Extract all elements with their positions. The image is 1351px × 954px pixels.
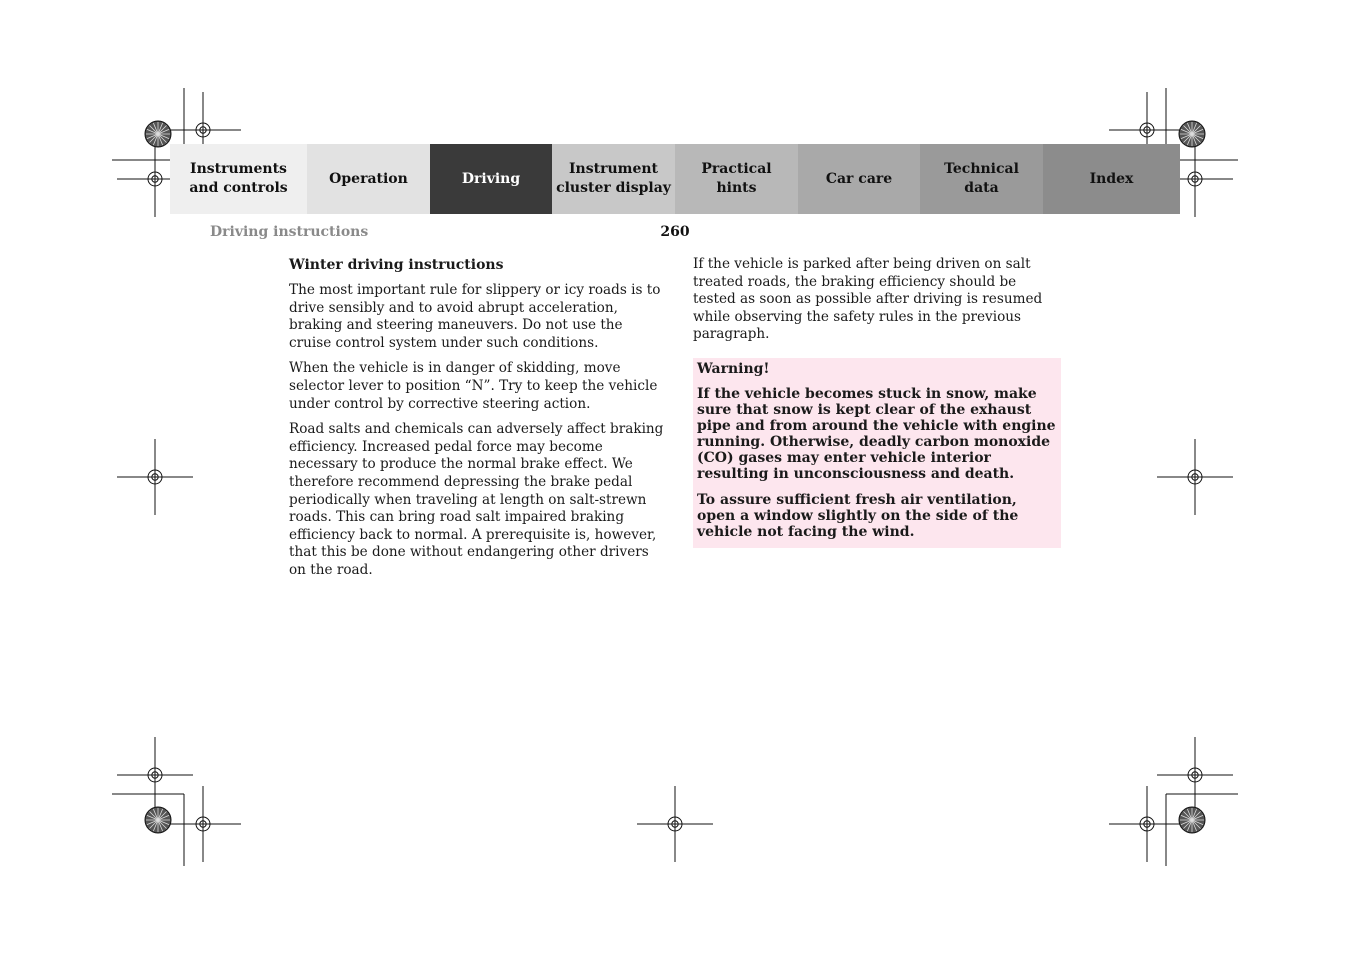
right-column	[693, 256, 1061, 548]
left-column	[289, 256, 664, 588]
tab-operation[interactable]: Operation	[307, 144, 430, 214]
warning-box	[693, 358, 1061, 548]
tab-technical-data[interactable]: Technical data	[920, 144, 1043, 214]
tab-practical-hints[interactable]: Practical hints	[675, 144, 798, 214]
tab-car-care[interactable]: Car care	[798, 144, 920, 214]
paragraph: Road salts and chemicals can adversely affect braking efficiency. Increased pedal force may become necessary to produce the normal brake effect. We therefore recommend depressing the brake pedal periodically when traveling at length on salt-strewn roads. This can bring road salt impaired braking efficiency back to normal. A prerequisite is, however, that this be done without endangering other drivers on the road.	[289, 421, 664, 578]
section-tabs	[170, 144, 1180, 214]
tab-index[interactable]: Index	[1043, 144, 1180, 214]
paragraph: When the vehicle is in danger of skidding, move selector lever to position “N”. Try to keep the vehicle under control by corrective steering action.	[289, 360, 658, 412]
warning-title: Warning!	[697, 360, 770, 377]
paragraph: If the vehicle is parked after being driven on salt treated roads, the braking efficiency should be tested as soon as possible after driving is resumed while observing the safety rules in the previous paragraph.	[693, 256, 1043, 343]
section-heading: Winter driving instructions	[289, 257, 504, 273]
tab-instrument-cluster-display[interactable]: Instrument cluster display	[552, 144, 675, 214]
warning-paragraph: To assure sufficient fresh air ventilation, open a window slightly on the side of the vehicle not facing the wind.	[697, 491, 1019, 540]
page-number: 260	[660, 224, 690, 240]
tab-driving[interactable]: Driving	[430, 144, 552, 214]
paragraph: The most important rule for slippery or icy roads is to drive sensibly and to avoid abrupt acceleration, braking and steering maneuvers. Do not use the cruise control system under such conditions.	[289, 282, 661, 351]
tab-instruments-and-controls[interactable]: Instruments and controls	[170, 144, 307, 214]
running-header-section: Driving instructions	[210, 224, 369, 240]
warning-paragraph: If the vehicle becomes stuck in snow, make sure that snow is kept clear of the exhaust pipe and from around the vehicle with engine running. Otherwise, deadly carbon monoxide (CO) gases may enter vehicle interior resulting in unconsciousness and death.	[697, 385, 1056, 482]
